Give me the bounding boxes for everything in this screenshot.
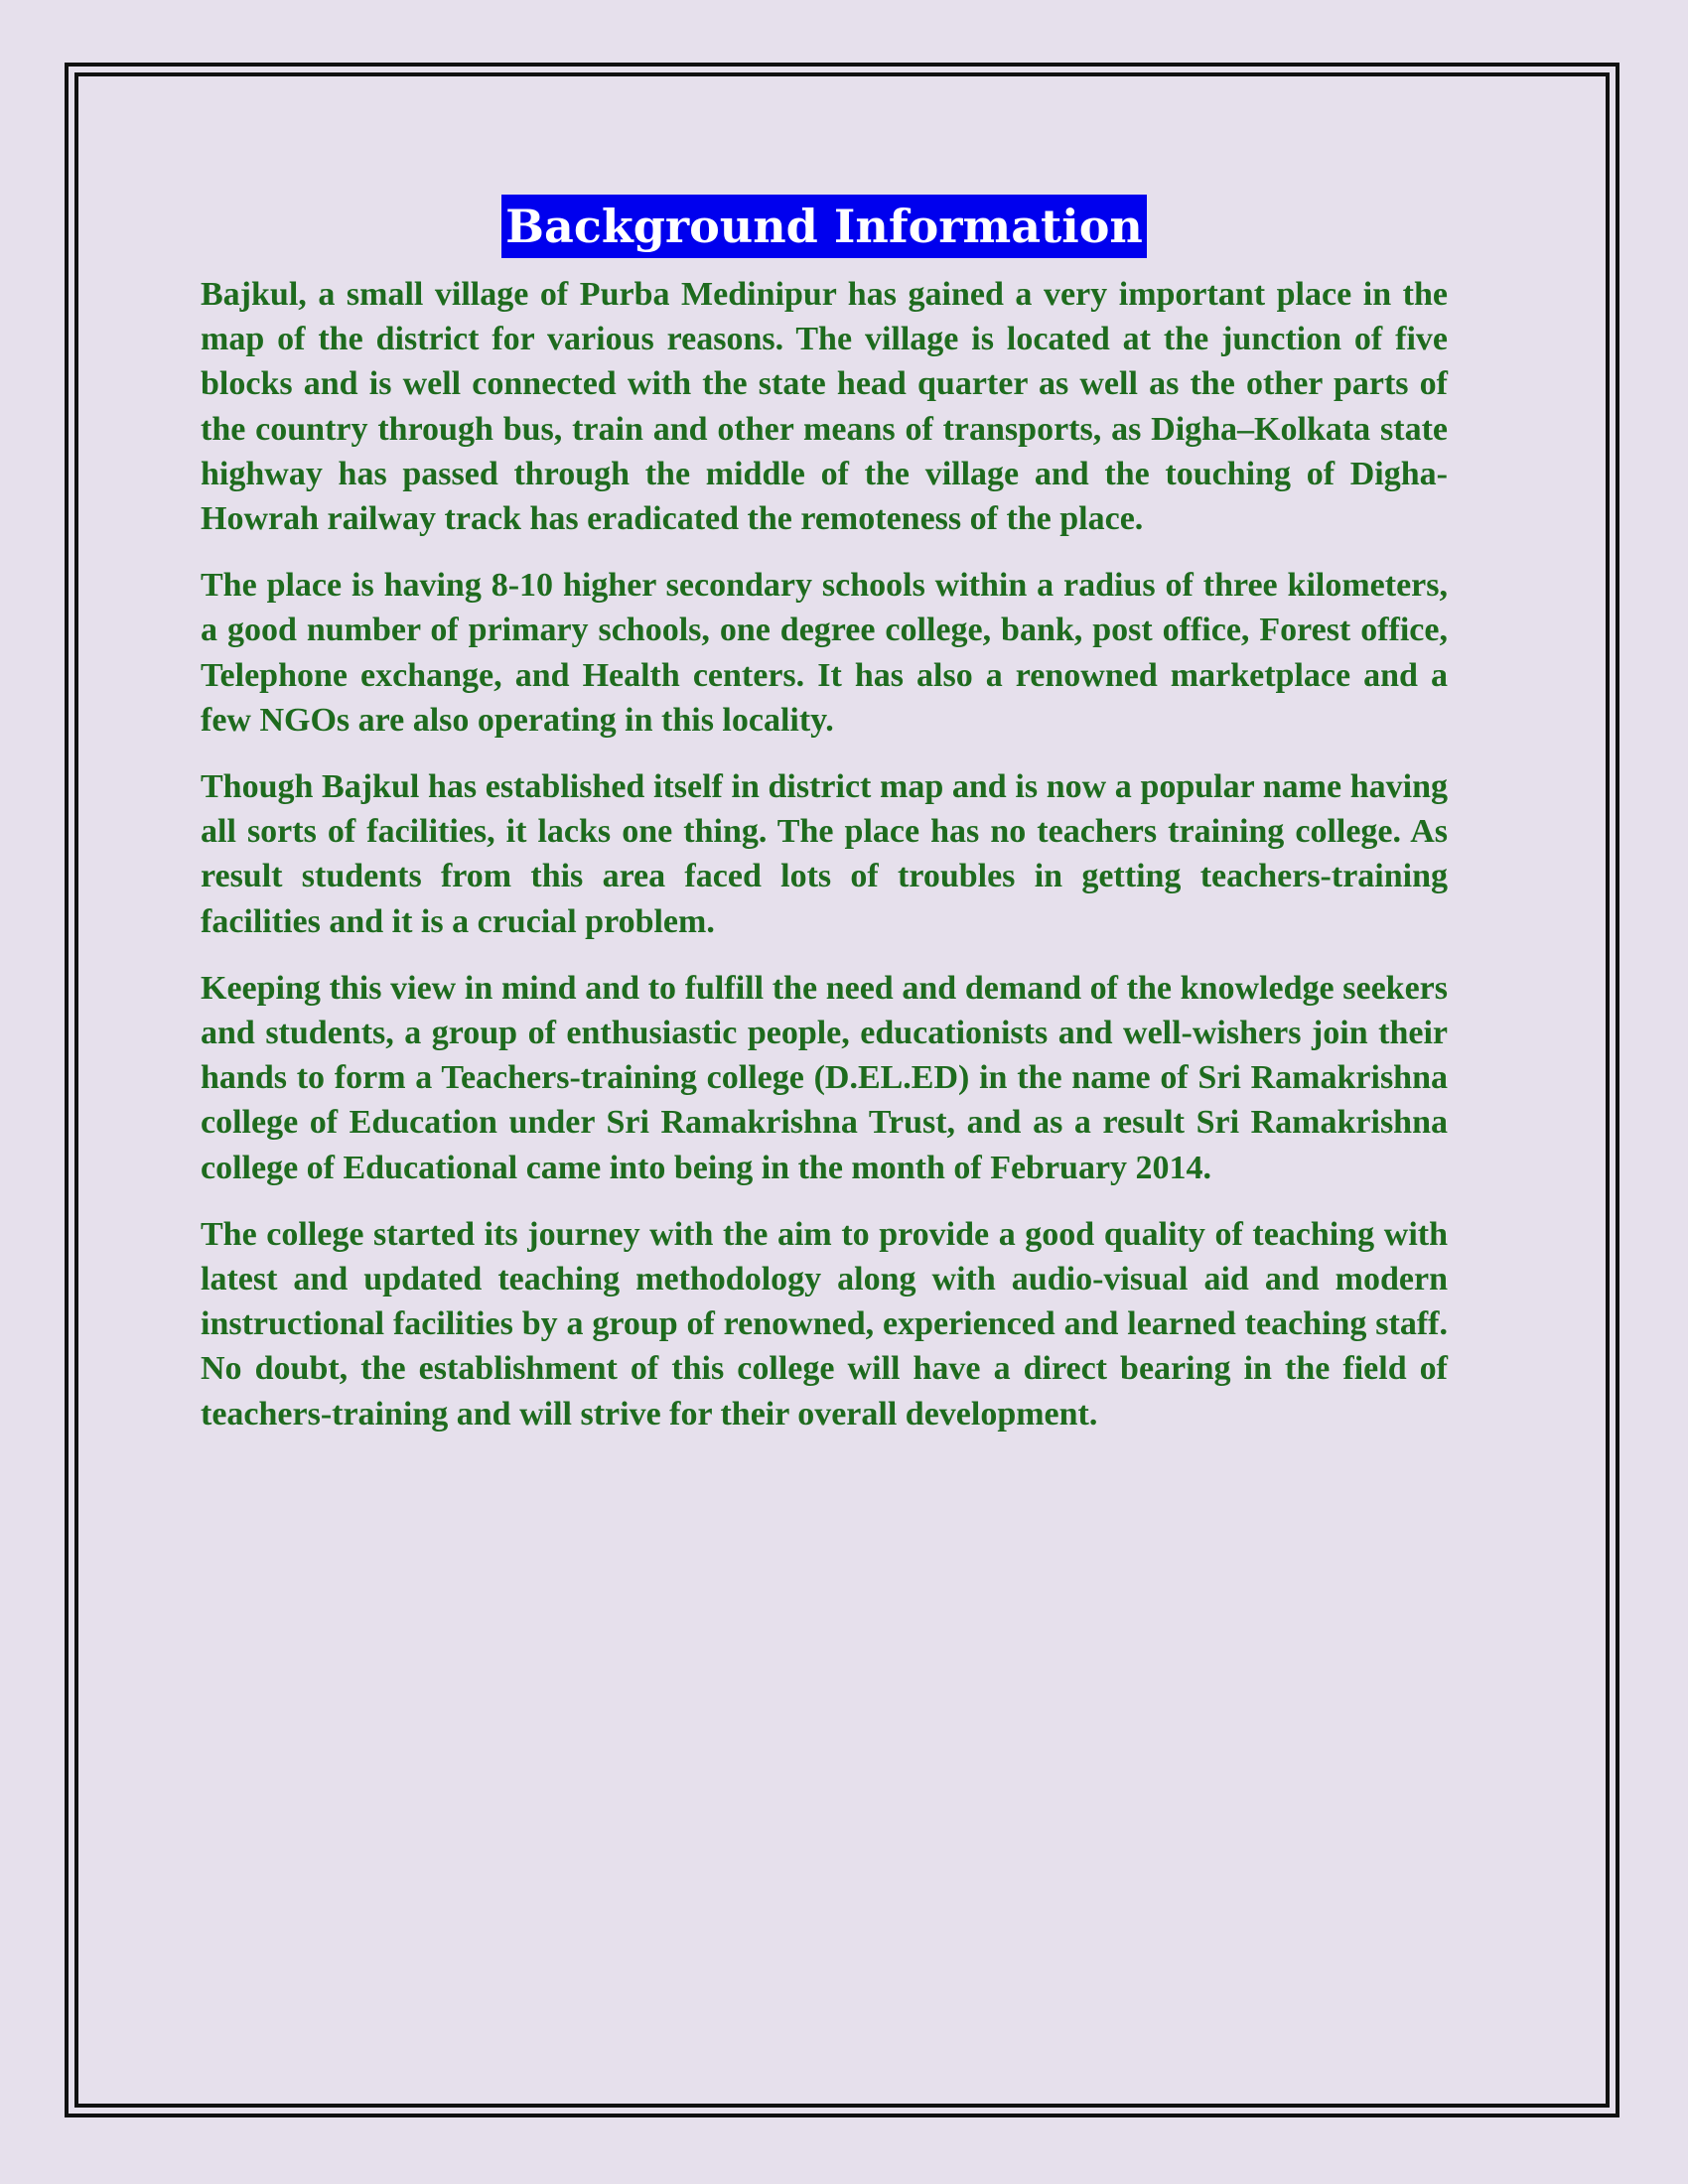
page-title: Background Information xyxy=(501,195,1147,258)
paragraph-2: The place is having 8-10 higher secondary schools within a radius of three kilometers, a good number of primary schools, one degree college, bank, post office, Forest office, Telephone exchange, and Health centers. It has also a renowned marketplace and a few NGOs are also operating in this locality. xyxy=(201,567,1448,739)
paragraph-4: Keeping this view in mind and to fulfill the need and demand of the knowledge seekers and students, a group of enthusiastic people, educationists and well-wishers join their hands to form a Teachers-training college (D.EL.ED) in the name of Sri Ramakrishna college of Education under Sri Ramakrishna Trust, and as a result Sri Ramakrishna college of Educational came into being in the month of February 2014. xyxy=(201,969,1448,1186)
paragraph-3: Though Bajkul has established itself in district map and is now a popular name having all sorts of facilities, it lacks one thing. The place has no teachers training college. As result students from this area faced lots of troubles in getting teachers-training facilities and it is a crucial problem. xyxy=(201,768,1448,940)
paragraph-1: Bajkul, a small village of Purba Medinipur has gained a very important place in the map of the district for various reasons. The village is located at the junction of five blocks and is well connected with the state head quarter as well as the other parts of the country through bus, train and other means of transports, as Digha–Kolkata state highway has passed through the middle of the village and the touching of Digha-Howrah railway track has eradicated the remoteness of the place. xyxy=(201,276,1448,538)
paragraph-5: The college started its journey with the aim to provide a good quality of teaching with latest and updated teaching methodology along with audio-visual aid and modern instructional facilities by a group of renowned, experienced and learned teaching staff. No doubt, the establishment of this college will have a direct bearing in the field of teachers-training and will strive for their overall development. xyxy=(201,1215,1448,1433)
title-container xyxy=(201,195,1448,258)
document-body xyxy=(201,195,1448,1458)
